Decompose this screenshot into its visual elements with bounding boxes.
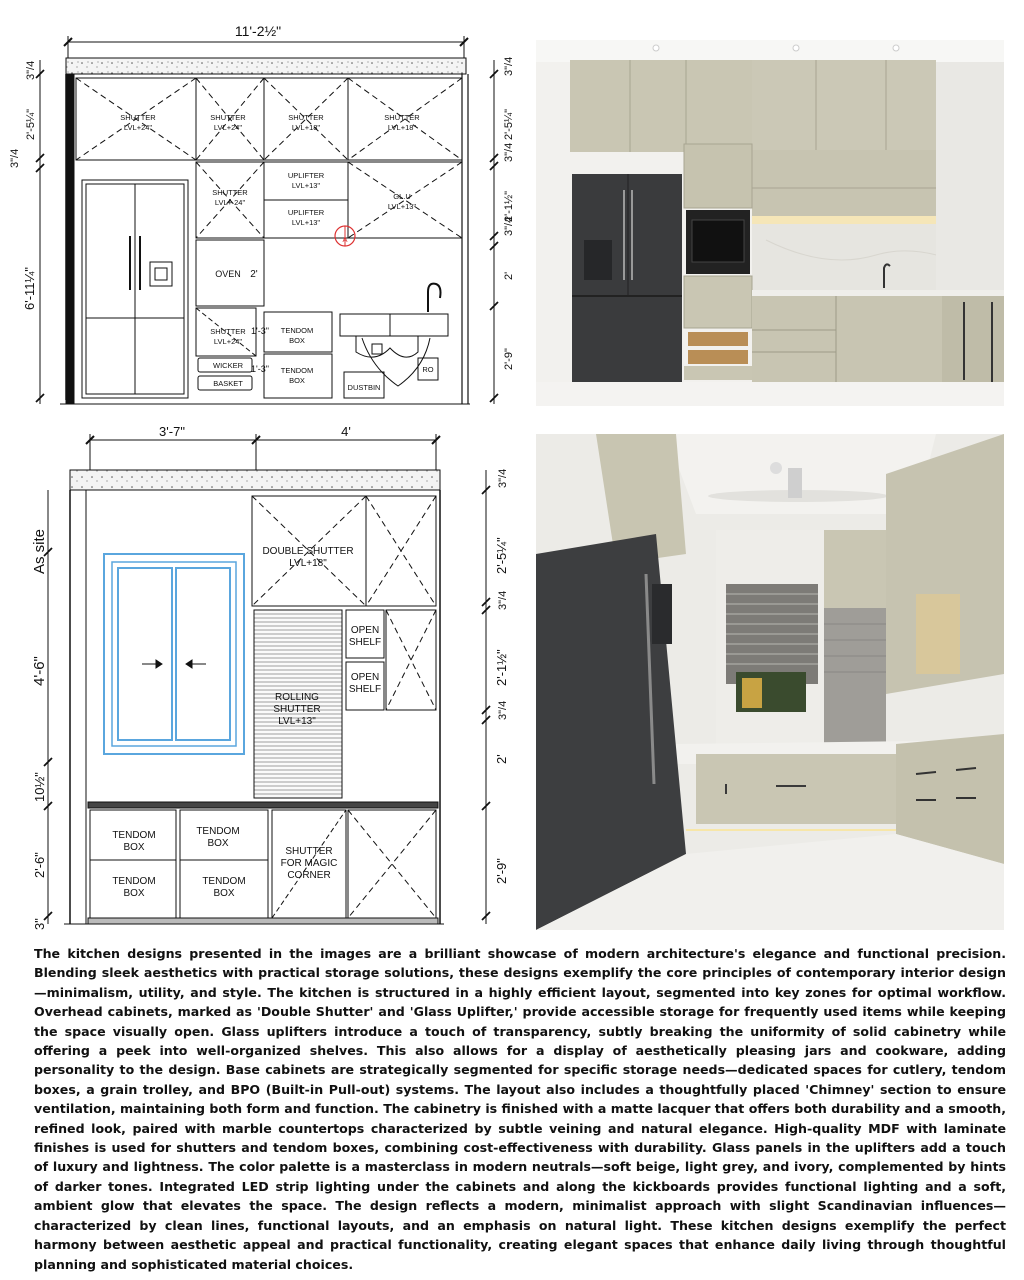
label-shutter-1-lvl: LVL+24" [123,123,153,132]
dim-right-b7: 2'-9" [494,858,509,884]
dim-right-b3: 3"/4 [497,590,509,610]
label-callout-a: A [342,235,348,244]
label-oven: OVEN [215,269,241,279]
label-dustbin: DUSTBIN [347,383,381,392]
label-ro: RO [422,365,434,374]
label-open-shelf-2b: SHELF [348,684,382,695]
label-wicker-dim: 1'-3" [251,364,269,374]
label-rolling: ROLLING [275,692,319,703]
dim-left-4-6: 4'-6" [31,656,48,686]
label-tendom-b1: TENDOM [112,830,156,841]
label-shutter-5-lvl: LVL+ 24" [214,198,246,207]
kitchen-render-top-illustration [536,40,1004,406]
label-rolling-2: SHUTTER [273,704,321,715]
label-tendom-b4: TENDOM [202,876,246,887]
kitchen-render-bottom-illustration [536,434,1004,930]
label-oven-dim: 2' [250,269,258,280]
label-open-shelf-1b: SHELF [348,637,382,648]
label-tendom-1-box: BOX [289,336,305,345]
dim-right-b1: 3"/4 [497,468,509,488]
label-shutter-3-lvl: LVL+18" [291,123,321,132]
dim-left-10: 10½" [32,772,47,802]
dim-left-4: 6'-11¼" [22,267,37,310]
label-shutter-6: SHUTTER [210,327,246,336]
label-gl-u: GL.U [393,192,411,201]
label-magic-corner-3: CORNER [287,870,331,881]
label-shutter-5: SHUTTER [212,188,248,197]
label-tendom-b3: TENDOM [112,876,156,887]
label-tendom-2-box: BOX [289,376,305,385]
elevation-drawing-bottom [0,424,530,936]
label-tendom-b2: TENDOM [196,826,240,837]
label-uplifter-1: UPLIFTER [287,171,325,180]
label-shutter-6-dim: 1'-3" [251,326,269,336]
dim-right-b4: 2'-1½" [494,649,509,686]
dim-left-3: 3"/4 [9,148,21,168]
dim-right-2: 2'-5¼" [503,108,515,140]
label-uplifter-1-lvl: LVL+13" [291,181,321,190]
label-tendom-b4b: BOX [213,888,235,899]
label-uplifter-2: UPLIFTER [287,208,325,217]
dim-right-b2: 2'-5¼" [494,537,509,574]
label-tendom-b1b: BOX [123,842,145,853]
label-shutter-4-lvl: LVL+18" [387,123,417,132]
label-shutter-1: SHUTTER [120,113,156,122]
dim-left-as-site: As site [31,528,48,574]
dim-right-7: 2'-9" [503,348,515,370]
dim-right-b6: 2' [494,754,509,764]
dim-right-1: 3"/4 [503,56,515,76]
label-rolling-lvl: LVL+13" [278,716,316,727]
label-double-shutter-lvl: LVL+18" [289,558,327,569]
label-tendom-b3b: BOX [123,888,145,899]
dim-left-3: 3" [32,918,47,930]
overall-width-dim: 11'-2½" [234,23,282,39]
dim-top-1: 3'-7" [159,424,185,439]
dim-right-5: 3"/4 [503,216,515,236]
label-gl-u-lvl: LVL+13" [387,202,417,211]
dim-top-2: 4' [341,424,351,439]
kitchen-render-top [536,40,1004,406]
label-tendom-b2b: BOX [207,838,229,849]
label-magic-corner: SHUTTER [285,846,333,857]
label-open-shelf-2: OPEN [350,672,380,683]
dim-right-4: 2'-1½" [503,190,515,222]
dim-right-b5: 3"/4 [497,700,509,720]
dim-left-1: 3"/4 [25,60,37,80]
label-shutter-3: SHUTTER [288,113,324,122]
label-basket: BASKET [213,379,243,388]
label-shutter-2: SHUTTER [210,113,246,122]
kitchen-render-bottom [536,434,1004,930]
label-double-shutter: DOUBLE SHUTTER [262,546,354,557]
description-paragraph: The kitchen designs presented in the images are a brilliant showcase of modern architecture's elegance and functional precision. Blending sleek aesthetics with practical storage solutions, these designs exemplify the core principles of contemporary interior design—minimalism, utility, and style. The kitchen is structured in a highly efficient layout, segmented into key zones for optimal workflow. Overhead cabinets, marked as 'Double Shutter' and 'Glass Uplifter,' provide accessible storage for frequently used items while keeping the space visually open. Glass uplifters introduce a touch of transparency, subtly breaking the uniformity of solid cabinetry while offering a peek into well-organized shelves. This also allows for a display of aesthetically pleasing jars and cookware, adding personality to the design. Base cabinets are strategically segmented for specific storage needs—dedicated spaces for cutlery, tendom boxes, a grain trolley, and BPO (Built-in Pull-out) systems. The layout also includes a thoughtfully placed 'Chimney' section to ensure ventilation, maintaining both form and function. The cabinetry is finished with a matte lacquer that offers both durability and a smooth, refined look, paired with marble countertops characterized by subtle veining and natural elegance. High-quality MDF with laminate finishes is used for shutters and tendom boxes, combining cost-effectiveness with durability. Glass panels in the uplifters add a touch of luxury and lightness. The color palette is a masterclass in modern neutrals—soft beige, light grey, and ivory, complemented by hints of darker tones. Integrated LED strip lighting under the cabinets and along the kickboards provides functional lighting and a soft, ambient glow that elevates the space. The design reflects a modern, minimalist approach with slight Scandinavian influences—characterized by clean lines, functional layouts, and an emphasis on natural light. These kitchen designs exemplify the perfect harmony between aesthetic appeal and practical functionality, creating elegant spaces that enhance daily living through thoughtful planning and sophisticated material choices. [34,946,1006,1272]
label-magic-corner-2: FOR MAGIC [280,858,338,869]
label-shutter-4: SHUTTER [384,113,420,122]
label-wicker: WICKER [213,361,243,370]
label-uplifter-2-lvl: LVL+13" [291,218,321,227]
dim-left-2-6: 2'-6" [32,852,47,878]
label-tendom-1: TENDOM [280,326,314,335]
dim-left-2: 2'-5¼" [25,108,37,140]
label-shutter-6-lvl: LVL+24" [213,337,243,346]
dim-right-6: 2' [503,271,515,280]
elevation-drawing-top [0,0,530,420]
label-open-shelf-1: OPEN [350,625,380,636]
label-shutter-2-lvl: LVL+24" [213,123,243,132]
label-tendom-2: TENDOM [280,366,314,375]
dim-right-3: 3"/4 [503,142,515,162]
